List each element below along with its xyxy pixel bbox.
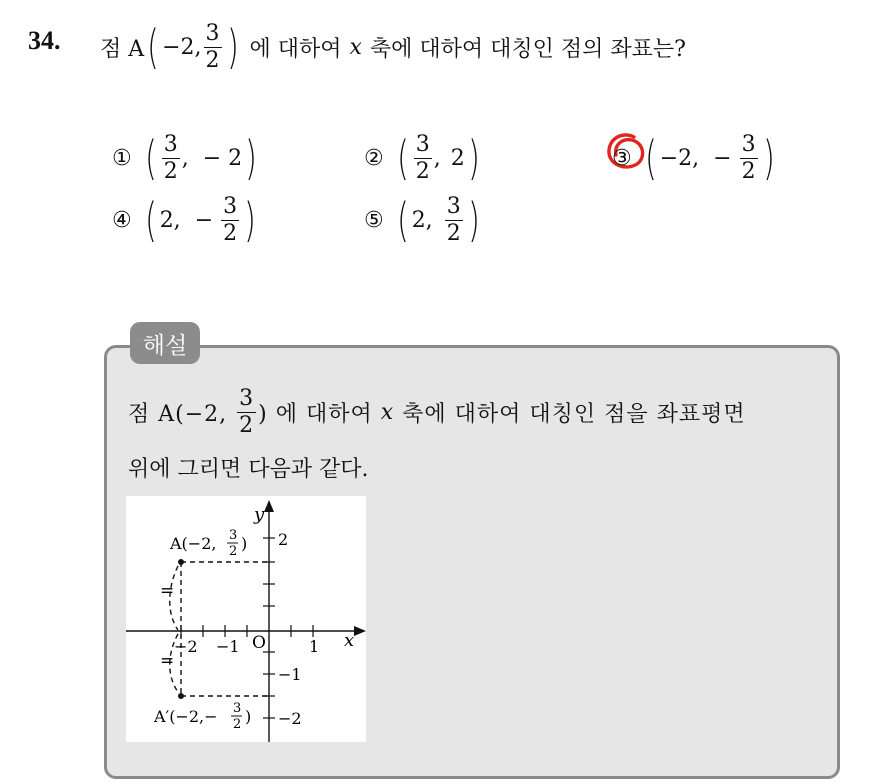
choice-marker: ① <box>112 145 132 171</box>
y-axis-label: y <box>254 504 265 525</box>
question-fraction <box>204 20 222 73</box>
origin-label: O <box>252 633 266 653</box>
point-a-numerator: 3 <box>229 528 238 543</box>
question-mid: 에 대하여 <box>249 36 342 62</box>
solution-line-1 <box>128 384 746 440</box>
x-tick-label: −1 <box>216 637 240 656</box>
fraction-denominator: 2 <box>415 158 430 184</box>
solution-tag: 해설 <box>130 322 200 364</box>
point-a-prime-numerator: 3 <box>233 701 242 716</box>
question-prefix: 점 A <box>100 36 145 62</box>
choice-fraction <box>414 131 432 184</box>
fraction-numerator: 3 <box>163 131 178 157</box>
choice-fraction <box>221 193 239 246</box>
x-tick-label: −2 <box>174 637 198 656</box>
choice-value: 2, <box>159 207 181 233</box>
choice-value: − 2 <box>202 145 243 171</box>
fraction-denominator: 2 <box>239 412 255 438</box>
question-coord-x: −2, <box>162 34 202 60</box>
choice-marker: ⑤ <box>364 207 384 233</box>
solution-mid: ) 에 대하여 <box>258 401 373 427</box>
right-paren: ) <box>226 20 239 74</box>
choice-value: 2 <box>450 145 465 171</box>
fraction-numerator: 3 <box>446 193 461 219</box>
solution-var: x <box>380 399 395 425</box>
fraction-numerator: 3 <box>223 193 238 219</box>
projection-lines <box>170 562 269 696</box>
comma: , <box>433 145 441 171</box>
x-tick-label: 1 <box>309 637 320 656</box>
choice-2[interactable]: ② ( $\frac{3}{2}$ , 2 ) <box>364 131 480 185</box>
point-a-close: ) <box>241 534 248 553</box>
choice-value: −2, <box>659 145 700 171</box>
solution-suffix: 축에 대하여 대칭인 점을 좌표평면 <box>402 401 746 427</box>
fraction-denominator: 2 <box>223 220 238 246</box>
question-number: 34. <box>28 26 61 55</box>
fraction-denominator: 2 <box>163 158 178 184</box>
fraction-numerator: 3 <box>415 131 430 157</box>
choice-fraction <box>740 131 758 184</box>
fraction-numerator: 3 <box>205 20 220 46</box>
minus-sign: − <box>713 145 732 171</box>
point-a-prime-label: A′(−2,− <box>154 707 218 726</box>
fraction-denominator: 2 <box>446 220 461 246</box>
solution-line-2: 위에 그리면 다음과 같다. <box>128 457 369 482</box>
choice-marker: ④ <box>112 207 132 233</box>
fraction-denominator: 2 <box>205 47 220 73</box>
y-axis-arrow <box>264 500 274 512</box>
comma: , <box>181 145 189 171</box>
choice-marker: ③ <box>612 145 632 171</box>
fraction-numerator: 3 <box>239 385 255 411</box>
point-a-denominator: 2 <box>229 544 238 559</box>
choice-value: 2, <box>411 207 433 233</box>
solution-fraction <box>237 385 256 438</box>
choice-fraction <box>162 131 180 184</box>
equal-mark: = <box>160 651 175 671</box>
choice-5[interactable]: ⑤ ( 2, $\frac{3}{2}$ ) <box>364 193 480 247</box>
choice-3[interactable]: ③ ( −2, − $\frac{3}{2}$ ) <box>612 131 775 185</box>
point-a-label: A(−2, <box>170 534 217 553</box>
question-axis-var: x <box>349 34 362 60</box>
x-axis-arrow <box>354 626 366 636</box>
fraction-numerator: 3 <box>741 131 756 157</box>
fraction-denominator: 2 <box>741 158 756 184</box>
point-a-prime <box>178 693 184 699</box>
choice-marker: ② <box>364 145 384 171</box>
question-suffix: 축에 대하여 대칭인 점의 좌표는? <box>369 36 686 62</box>
left-paren: ( <box>147 20 159 74</box>
coordinate-graph <box>126 496 366 742</box>
y-tick-label: 2 <box>278 530 289 549</box>
minus-sign: − <box>194 207 214 233</box>
point-a-prime-close: ) <box>245 707 252 726</box>
choice-fraction <box>445 193 463 246</box>
question-text <box>100 18 686 76</box>
y-tick-label: −2 <box>278 709 302 728</box>
equal-mark: = <box>160 581 175 601</box>
choice-4[interactable]: ④ ( 2, − $\frac{3}{2}$ ) <box>112 193 256 247</box>
choice-1[interactable]: ① ( $\frac{3}{2}$ , − 2 ) <box>112 131 257 185</box>
point-a <box>178 559 184 565</box>
y-tick-label: −1 <box>278 665 302 684</box>
x-axis-label: x <box>344 630 355 651</box>
solution-prefix: 점 A(−2, <box>128 401 228 427</box>
point-a-prime-denominator: 2 <box>233 717 242 732</box>
